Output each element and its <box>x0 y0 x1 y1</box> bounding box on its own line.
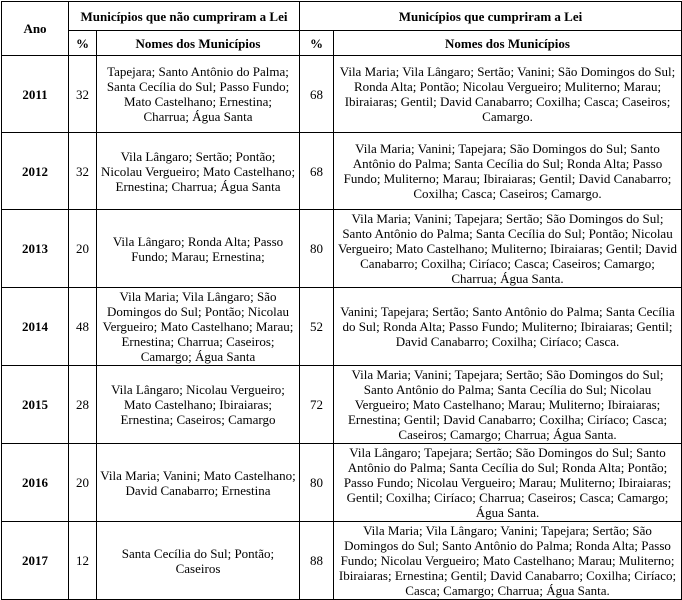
complied-names: Vila Maria; Vanini; Tapejara; Sertão; São Domingos do Sul; Santo Antônio do Palma; Santa Cecília do Sul; Nicolau Vergueiro; Mato Castelhano; Marau; Muliterno; Ibiraiaras; Ernestina; Gentil; David Canabarro; Coxilha; Ciríaco; Casca; Caseiros; Camargo; Charrua; Água Santa. <box>334 366 682 444</box>
complied-names: Vila Maria; Vila Lângaro; Vanini; Tapejara; Sertão; São Domingos do Sul; Santo Antônio do Palma; Ronda Alta; Passo Fundo; Nicolau Vergueiro; Mato Castelhano; Marau; Muliterno; Ibiraiaras; Ernestina; Gentil; David Canabarro; Coxilha; Ciríaco; Casca; Camargo; Charrua; Água Santa. <box>334 522 682 600</box>
complied-pct: 68 <box>300 133 334 210</box>
header-ok-pct: % <box>300 31 334 56</box>
header-not-complied: Municípios que não cumpriram a Lei <box>69 2 300 31</box>
not-complied-names: Vila Lângaro; Nicolau Vergueiro; Mato Castelhano; Ibiraiaras; Ernestina; Caseiros; Camargo <box>97 366 300 444</box>
complied-names: Vila Lângaro; Tapejara; Sertão; São Domingos do Sul; Santo Antônio do Palma; Santa Cecília do Sul; Ronda Alta; Pontão; Passo Fundo; Nicolau Vergueiro; Marau; Muliterno; Ibiraiaras; Gentil; Coxilha; Ciríaco; Charrua; Caseiros; Casca; Camargo; Água Santa. <box>334 444 682 522</box>
not-complied-pct: 20 <box>69 444 97 522</box>
not-complied-pct: 12 <box>69 522 97 600</box>
row-year: 2015 <box>2 366 69 444</box>
not-complied-names: Santa Cecília do Sul; Pontão; Caseiros <box>97 522 300 600</box>
table-row <box>2 288 682 366</box>
table-row <box>2 366 682 444</box>
not-complied-pct: 32 <box>69 56 97 133</box>
row-year: 2016 <box>2 444 69 522</box>
not-complied-names: Vila Maria; Vila Lângaro; São Domingos do Sul; Pontão; Nicolau Vergueiro; Mato Castelhano; Marau; Ernestina; Charrua; Caseiros; Camargo; Água Santa <box>97 288 300 366</box>
complied-pct: 80 <box>300 210 334 288</box>
complied-pct: 80 <box>300 444 334 522</box>
row-year: 2013 <box>2 210 69 288</box>
not-complied-names: Tapejara; Santo Antônio do Palma; Santa Cecília do Sul; Passo Fundo; Mato Castelhano; Ernestina; Charrua; Água Santa <box>97 56 300 133</box>
row-year: 2017 <box>2 522 69 600</box>
row-year: 2011 <box>2 56 69 133</box>
not-complied-pct: 32 <box>69 133 97 210</box>
table-row <box>2 133 682 210</box>
header-not-pct: % <box>69 31 97 56</box>
table-row <box>2 444 682 522</box>
not-complied-names: Vila Lângaro; Sertão; Pontão; Nicolau Vergueiro; Mato Castelhano; Ernestina; Charrua; Água Santa <box>97 133 300 210</box>
table-row <box>2 522 682 600</box>
header-not-names: Nomes dos Municípios <box>97 31 300 56</box>
complied-names: Vila Maria; Vila Lângaro; Sertão; Vanini; São Domingos do Sul; Ronda Alta; Pontão; Nicolau Vergueiro; Muliterno; Marau; Ibiraiaras; Gentil; David Canabarro; Coxilha; Casca; Caseiros; Camargo. <box>334 56 682 133</box>
not-complied-pct: 20 <box>69 210 97 288</box>
not-complied-names: Vila Lângaro; Ronda Alta; Passo Fundo; Marau; Ernestina; <box>97 210 300 288</box>
complied-pct: 52 <box>300 288 334 366</box>
header-row-sub <box>2 31 682 56</box>
header-year: Ano <box>2 2 69 56</box>
header-ok-names: Nomes dos Municípios <box>334 31 682 56</box>
table-row <box>2 56 682 133</box>
complied-pct: 72 <box>300 366 334 444</box>
row-year: 2012 <box>2 133 69 210</box>
table-row <box>2 210 682 288</box>
not-complied-pct: 48 <box>69 288 97 366</box>
header-complied: Municípios que cumpriram a Lei <box>300 2 682 31</box>
complied-pct: 68 <box>300 56 334 133</box>
complied-names: Vanini; Tapejara; Sertão; Santo Antônio do Palma; Santa Cecília do Sul; Ronda Alta; Passo Fundo; Muliterno; Ibiraiaras; Gentil; David Canabarro; Coxilha; Ciríaco; Casca. <box>334 288 682 366</box>
not-complied-pct: 28 <box>69 366 97 444</box>
header-row-top <box>2 2 682 31</box>
row-year: 2014 <box>2 288 69 366</box>
complied-names: Vila Maria; Vanini; Tapejara; São Domingos do Sul; Santo Antônio do Palma; Santa Cecília do Sul; Ronda Alta; Passo Fundo; Muliterno; Marau; Ibiraiaras; Gentil; David Canabarro; Coxilha; Casca; Caseiros; Camargo. <box>334 133 682 210</box>
not-complied-names: Vila Maria; Vanini; Mato Castelhano; David Canabarro; Ernestina <box>97 444 300 522</box>
complied-pct: 88 <box>300 522 334 600</box>
complied-names: Vila Maria; Vanini; Tapejara; Sertão; São Domingos do Sul; Santo Antônio do Palma; Santa Cecília do Sul; Pontão; Nicolau Vergueiro; Mato Castelhano; Muliterno; Ibiraiaras; Gentil; David Canabarro; Coxilha; Ciríaco; Casca; Caseiros; Camargo; Charrua; Água Santa. <box>334 210 682 288</box>
municipalities-compliance-table <box>1 1 682 600</box>
